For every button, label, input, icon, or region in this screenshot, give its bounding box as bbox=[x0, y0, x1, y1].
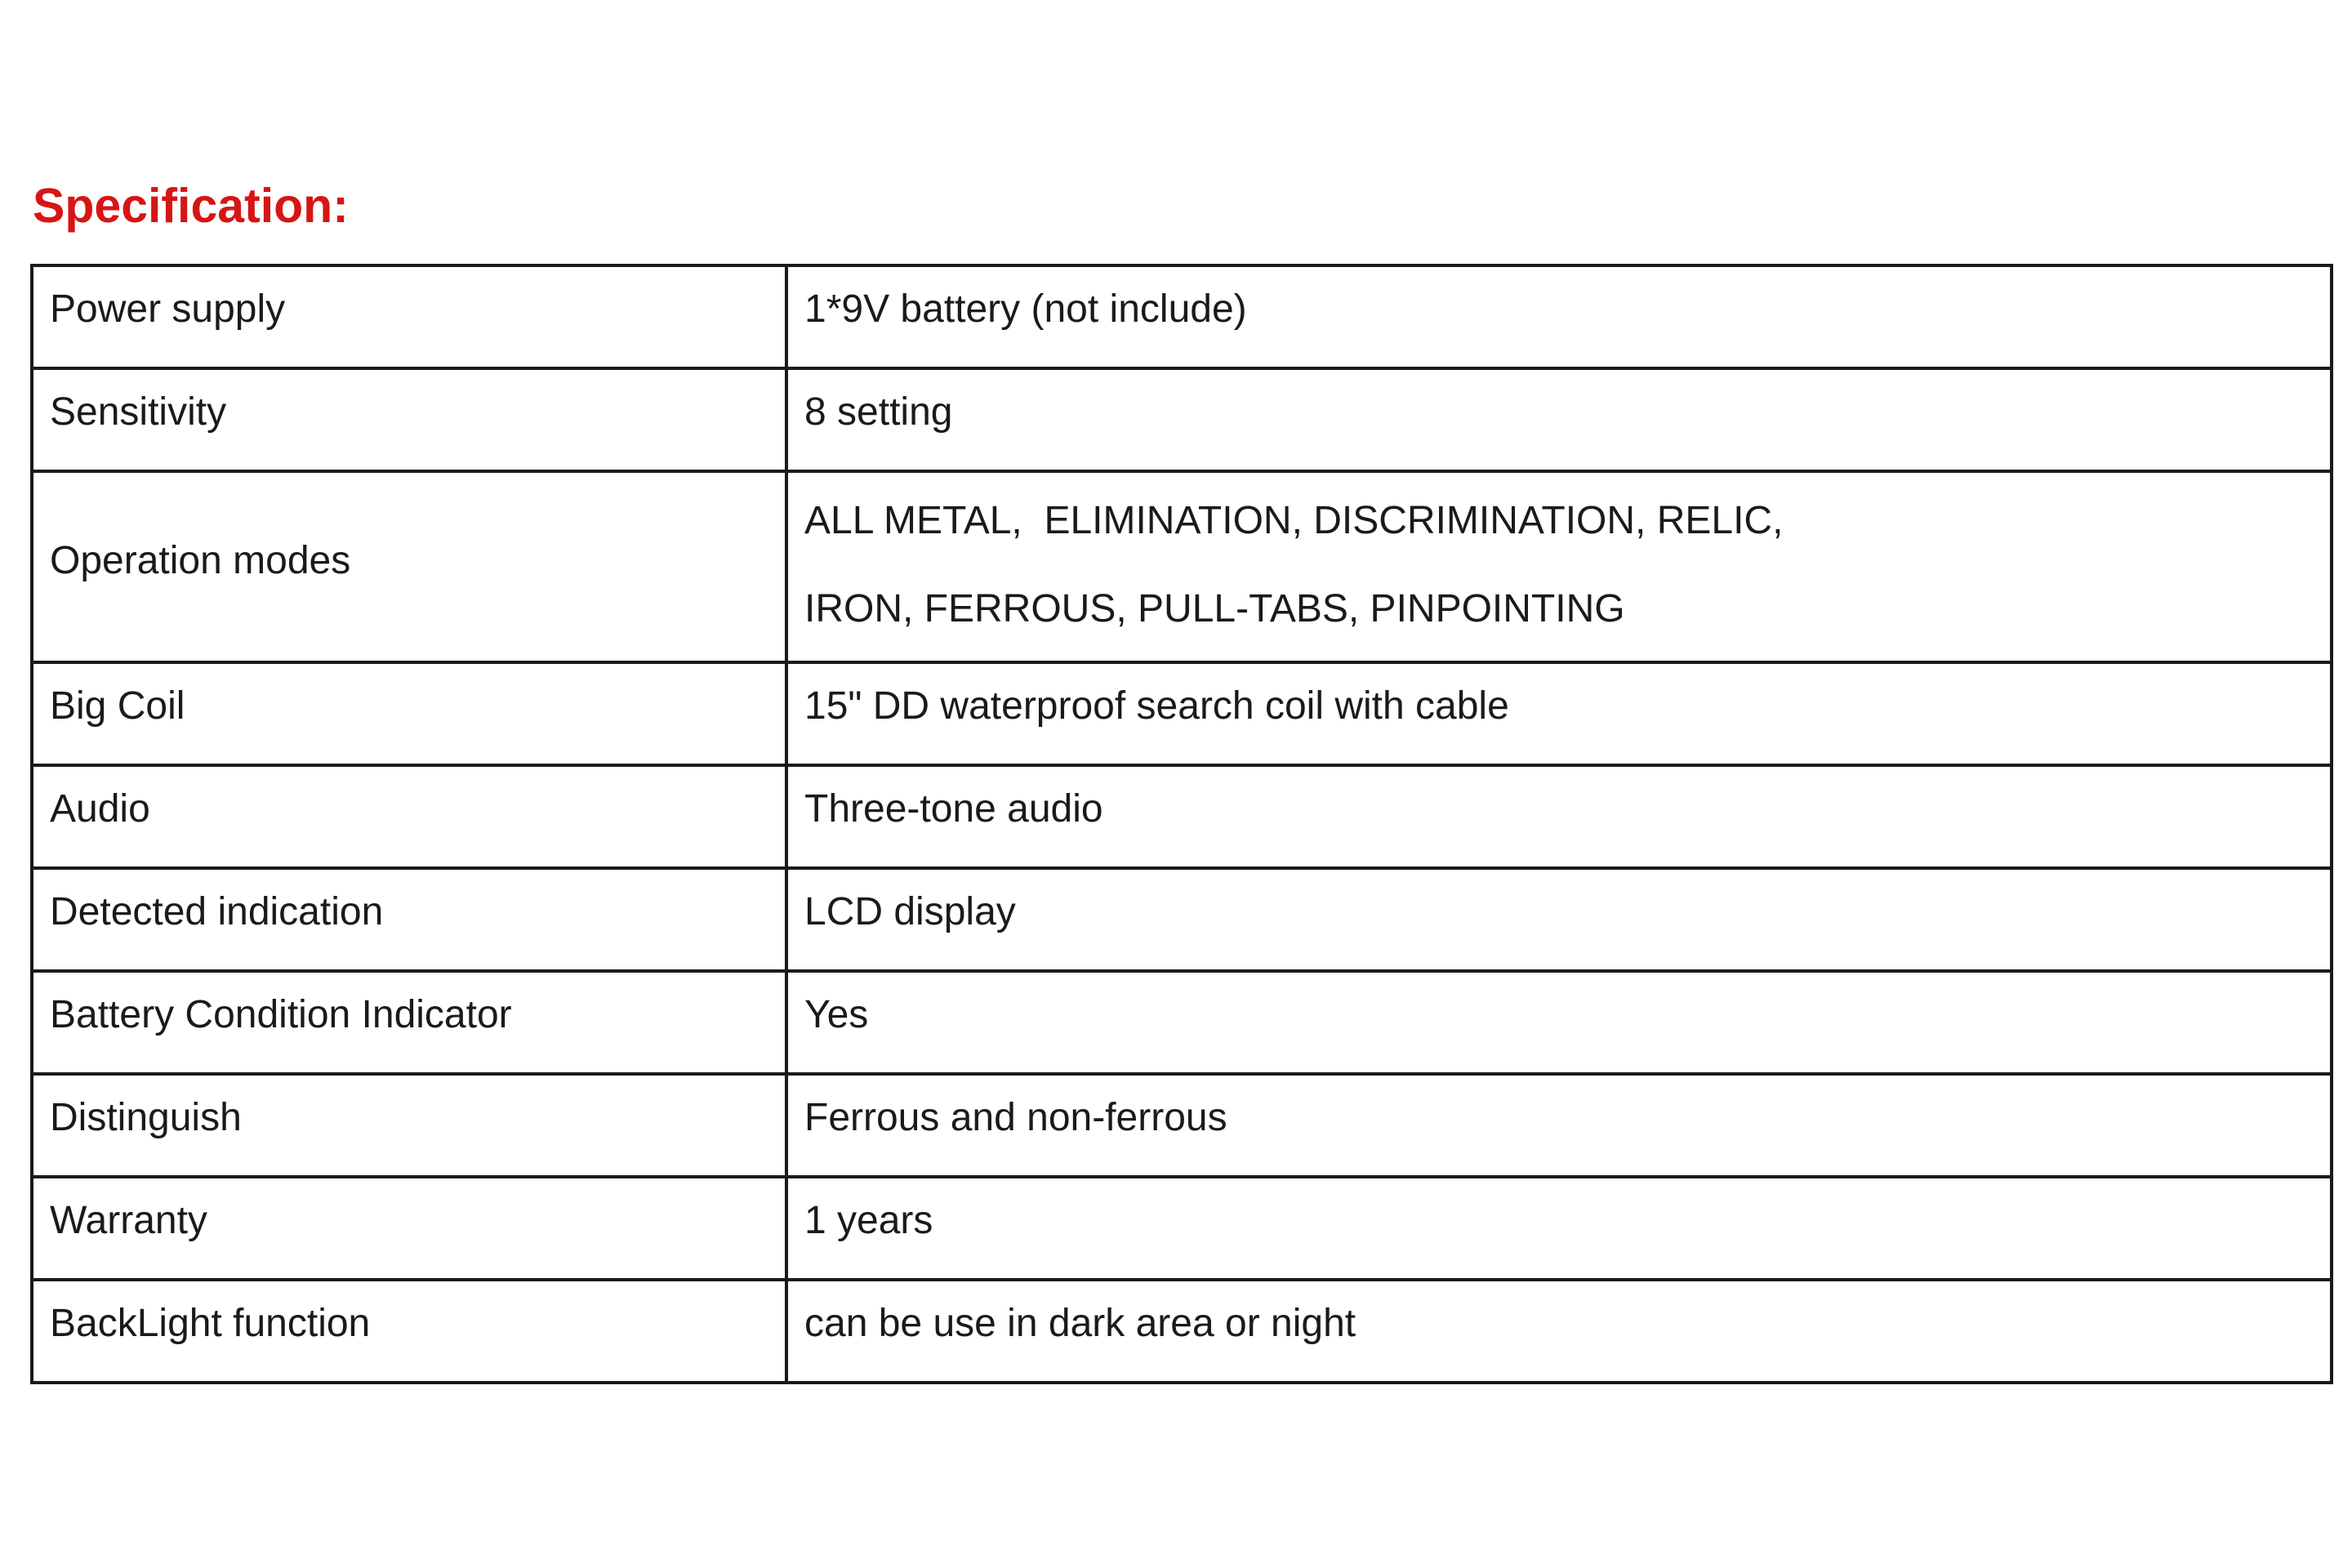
spec-value bbox=[786, 1074, 2332, 1177]
spec-table bbox=[30, 264, 2333, 1384]
spec-heading: Specification: bbox=[33, 179, 349, 233]
spec-value-line: IRON, FERROUS, PULL-TABS, PINPOINTING bbox=[804, 587, 1625, 630]
spec-value bbox=[786, 765, 2332, 868]
spec-row-sensitivity bbox=[32, 368, 2332, 471]
spec-value-line: 1*9V battery (not include) bbox=[804, 287, 1247, 331]
spec-value bbox=[786, 662, 2332, 765]
spec-value bbox=[786, 265, 2332, 368]
spec-value-line: Three-tone audio bbox=[804, 787, 1103, 831]
spec-label: Power supply bbox=[32, 265, 786, 368]
spec-value-line: 1 years bbox=[804, 1199, 933, 1242]
spec-label: Big Coil bbox=[32, 662, 786, 765]
spec-value-line: 15" DD waterproof search coil with cable bbox=[804, 684, 1509, 728]
spec-label: Battery Condition Indicator bbox=[32, 971, 786, 1074]
spec-row-battery-condition bbox=[32, 971, 2332, 1074]
spec-value bbox=[786, 1177, 2332, 1280]
spec-row-backlight bbox=[32, 1280, 2332, 1383]
spec-row-warranty bbox=[32, 1177, 2332, 1280]
spec-row-operation-modes bbox=[32, 471, 2332, 662]
spec-row-audio bbox=[32, 765, 2332, 868]
spec-label: Operation modes bbox=[32, 471, 786, 662]
spec-row-power-supply bbox=[32, 265, 2332, 368]
spec-label: Sensitivity bbox=[32, 368, 786, 471]
spec-value bbox=[786, 471, 2332, 662]
spec-value bbox=[786, 368, 2332, 471]
spec-value bbox=[786, 1280, 2332, 1383]
spec-label: Warranty bbox=[32, 1177, 786, 1280]
spec-label: Audio bbox=[32, 765, 786, 868]
spec-value bbox=[786, 868, 2332, 971]
spec-label: Detected indication bbox=[32, 868, 786, 971]
spec-value-line: can be use in dark area or night bbox=[804, 1302, 1356, 1345]
spec-value-line: 8 setting bbox=[804, 390, 953, 434]
spec-label: Distinguish bbox=[32, 1074, 786, 1177]
spec-label: BackLight function bbox=[32, 1280, 786, 1383]
spec-row-detected-indication bbox=[32, 868, 2332, 971]
spec-value bbox=[786, 971, 2332, 1074]
spec-value-line: LCD display bbox=[804, 890, 1016, 933]
spec-value-line: Ferrous and non-ferrous bbox=[804, 1096, 1227, 1139]
spec-row-big-coil bbox=[32, 662, 2332, 765]
spec-row-distinguish bbox=[32, 1074, 2332, 1177]
spec-value-line: ALL METAL, ELIMINATION, DISCRIMINATION, RELIC, bbox=[804, 499, 1784, 542]
spec-value-line: Yes bbox=[804, 993, 869, 1036]
